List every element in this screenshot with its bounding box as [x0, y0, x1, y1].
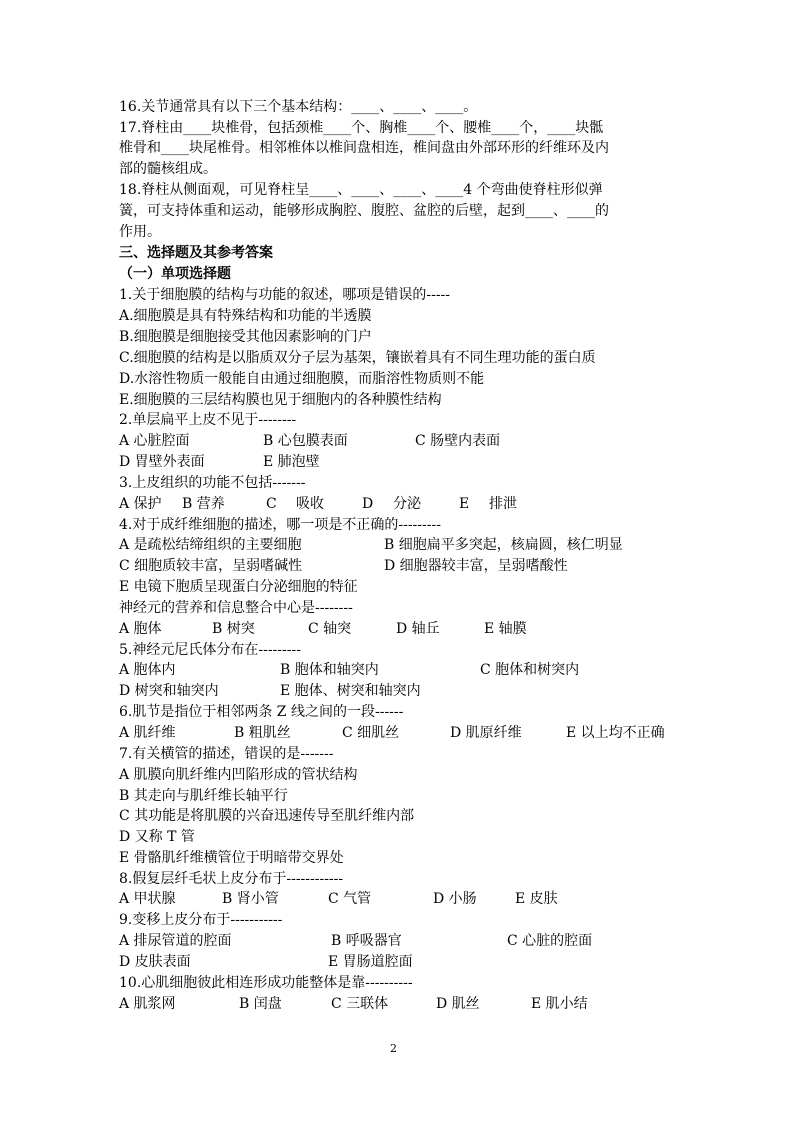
mc-question-4: 4.对于成纤维细胞的描述，哪一项是不正确的--------- — [119, 517, 441, 533]
mc-q1-option-d: D.水溶性物质一般能自由通过细胞膜，而脂溶性物质则不能 — [119, 371, 485, 387]
mc-question-6: 6.肌节是指位于相邻两条 Z 线之间的一段------ — [119, 704, 404, 720]
mc-qn-option-a: A 胞体 — [119, 621, 162, 637]
mc-q4-option-e: E 电镜下胞质呈现蛋白分泌细胞的特征 — [119, 579, 358, 595]
mc-q9-option-a: A 排尿管道的腔面 — [119, 933, 232, 949]
mc-q10-option-a: A 肌浆网 — [119, 996, 176, 1012]
mc-q7-option-e: E 骨骼肌纤维横管位于明暗带交界处 — [119, 850, 344, 866]
mc-q5-option-e: E 胞体、树突和轴突内 — [280, 683, 421, 699]
mc-question-8: 8.假复层纤毛状上皮分布于------------ — [119, 871, 344, 887]
mc-q2-option-d: D 胃壁外表面 — [119, 454, 205, 470]
mc-q2-option-b: B 心包膜表面 — [263, 433, 348, 449]
mc-q3-option-c-text: 吸收 — [296, 496, 324, 512]
question-18-line-1: 18.脊柱从侧面观，可见脊柱呈____、____、____、____4 个弯曲使脊柱形似弹 — [119, 182, 603, 198]
mc-q3-option-d-text: 分泌 — [393, 496, 421, 512]
mc-q10-option-e: E 肌小结 — [531, 996, 588, 1012]
mc-q5-option-d: D 树突和轴突内 — [119, 683, 219, 699]
mc-q3-option-e-text: 排泄 — [489, 496, 517, 512]
mc-q6-option-d: D 肌原纤维 — [450, 725, 522, 741]
mc-question-9: 9.变移上皮分布于----------- — [119, 912, 283, 928]
mc-question-neuron: 神经元的营养和信息整合中心是-------- — [119, 600, 353, 616]
mc-q7-option-d: D 又称 T 管 — [119, 829, 195, 845]
mc-q6-option-a: A 肌纤维 — [119, 725, 176, 741]
mc-q7-option-a: A 肌膜向肌纤维内凹陷形成的管状结构 — [119, 767, 358, 783]
mc-q7-option-c: C 其功能是将肌膜的兴奋迅速传导至肌纤维内部 — [119, 808, 415, 824]
page-number: 2 — [390, 1042, 397, 1055]
mc-q10-option-b: B 闰盘 — [239, 996, 282, 1012]
mc-q6-option-c: C 细肌丝 — [342, 725, 400, 741]
section-heading: 三、选择题及其参考答案 — [119, 245, 273, 261]
mc-q6-option-b: B 粗肌丝 — [234, 725, 291, 741]
mc-q10-option-c: C 三联体 — [331, 996, 389, 1012]
mc-qn-option-e: E 轴膜 — [484, 621, 527, 637]
mc-q8-option-a: A 甲状腺 — [119, 891, 176, 907]
mc-q3-option-a: A 保护 — [119, 496, 162, 512]
mc-q8-option-c: C 气管 — [328, 891, 372, 907]
mc-q1-option-b: B.细胞膜是细胞接受其他因素影响的门户 — [119, 329, 372, 345]
mc-q4-option-d: D 细胞器较丰富，呈弱嗜酸性 — [384, 558, 568, 574]
mc-q9-option-c: C 心脏的腔面 — [507, 933, 593, 949]
mc-q5-option-a: A 胞体内 — [119, 662, 176, 678]
question-16: 16.关节通常具有以下三个基本结构：____、____、____。 — [119, 99, 478, 115]
mc-question-5: 5.神经元尼氏体分布在--------- — [119, 642, 301, 658]
mc-q7-option-b: B 其走向与肌纤维长轴平行 — [119, 788, 288, 804]
mc-q2-option-e: E 肺泡壁 — [263, 454, 320, 470]
question-17-line-1: 17.脊柱由____块椎骨，包括颈椎____个、胸椎____个、腰椎____个，____块骶 — [119, 120, 604, 136]
mc-q3-option-e-letter: E — [459, 496, 470, 512]
mc-q3-option-b: B 营养 — [182, 496, 225, 512]
question-18-line-2: 簧，可支持体重和运动，能够形成胸腔、腹腔、盆腔的后壁，起到____、____的 — [119, 203, 609, 219]
mc-q3-option-c-letter: C — [266, 496, 277, 512]
mc-q2-option-a: A 心脏腔面 — [119, 433, 190, 449]
mc-question-2: 2.单层扁平上皮不见于-------- — [119, 412, 297, 428]
mc-q1-option-e: E.细胞膜的三层结构膜也见于细胞内的各种膜性结构 — [119, 392, 442, 408]
mc-q5-option-c: C 胞体和树突内 — [480, 662, 580, 678]
mc-q1-option-c: C.细胞膜的结构是以脂质双分子层为基架，镶嵌着具有不同生理功能的蛋白质 — [119, 350, 596, 366]
mc-q4-option-b: B 细胞扁平多突起，核扁圆，核仁明显 — [384, 537, 623, 553]
mc-q8-option-e: E 皮肤 — [515, 891, 558, 907]
mc-q8-option-d: D 小肠 — [433, 891, 477, 907]
subsection-heading: （一）单项选择题 — [119, 266, 231, 282]
mc-qn-option-d: D 轴丘 — [396, 621, 440, 637]
question-17-line-2: 椎骨和____块尾椎骨。相邻椎体以椎间盘相连，椎间盘由外部环形的纤维环及内 — [119, 140, 609, 156]
mc-question-1: 1.关于细胞膜的结构与功能的叙述，哪项是错误的----- — [119, 287, 451, 303]
mc-q8-option-b: B 肾小管 — [222, 891, 279, 907]
mc-q9-option-e: E 胃肠道腔面 — [328, 954, 413, 970]
question-17-line-3: 部的髓核组成。 — [119, 161, 217, 177]
mc-q9-option-d: D 皮肤表面 — [119, 954, 191, 970]
mc-q3-option-d-letter: D — [362, 496, 374, 512]
mc-question-3: 3.上皮组织的功能不包括------- — [119, 475, 306, 491]
mc-q4-option-a: A 是疏松结缔组织的主要细胞 — [119, 537, 302, 553]
mc-q1-option-a: A.细胞膜是具有特殊结构和功能的半透膜 — [119, 308, 372, 324]
mc-q9-option-b: B 呼吸器官 — [331, 933, 402, 949]
mc-question-7: 7.有关横管的描述，错误的是------- — [119, 746, 334, 762]
mc-q2-option-c: C 肠壁内表面 — [415, 433, 501, 449]
mc-q4-option-c: C 细胞质较丰富，呈弱嗜碱性 — [119, 558, 303, 574]
mc-q5-option-b: B 胞体和轴突内 — [280, 662, 379, 678]
mc-question-10: 10.心肌细胞彼此相连形成功能整体是靠---------- — [119, 975, 413, 991]
mc-qn-option-c: C 轴突 — [308, 621, 352, 637]
mc-q10-option-d: D 肌丝 — [436, 996, 480, 1012]
mc-q6-option-e: E 以上均不正确 — [566, 725, 665, 741]
mc-qn-option-b: B 树突 — [212, 621, 255, 637]
question-18-line-3: 作用。 — [119, 224, 161, 240]
